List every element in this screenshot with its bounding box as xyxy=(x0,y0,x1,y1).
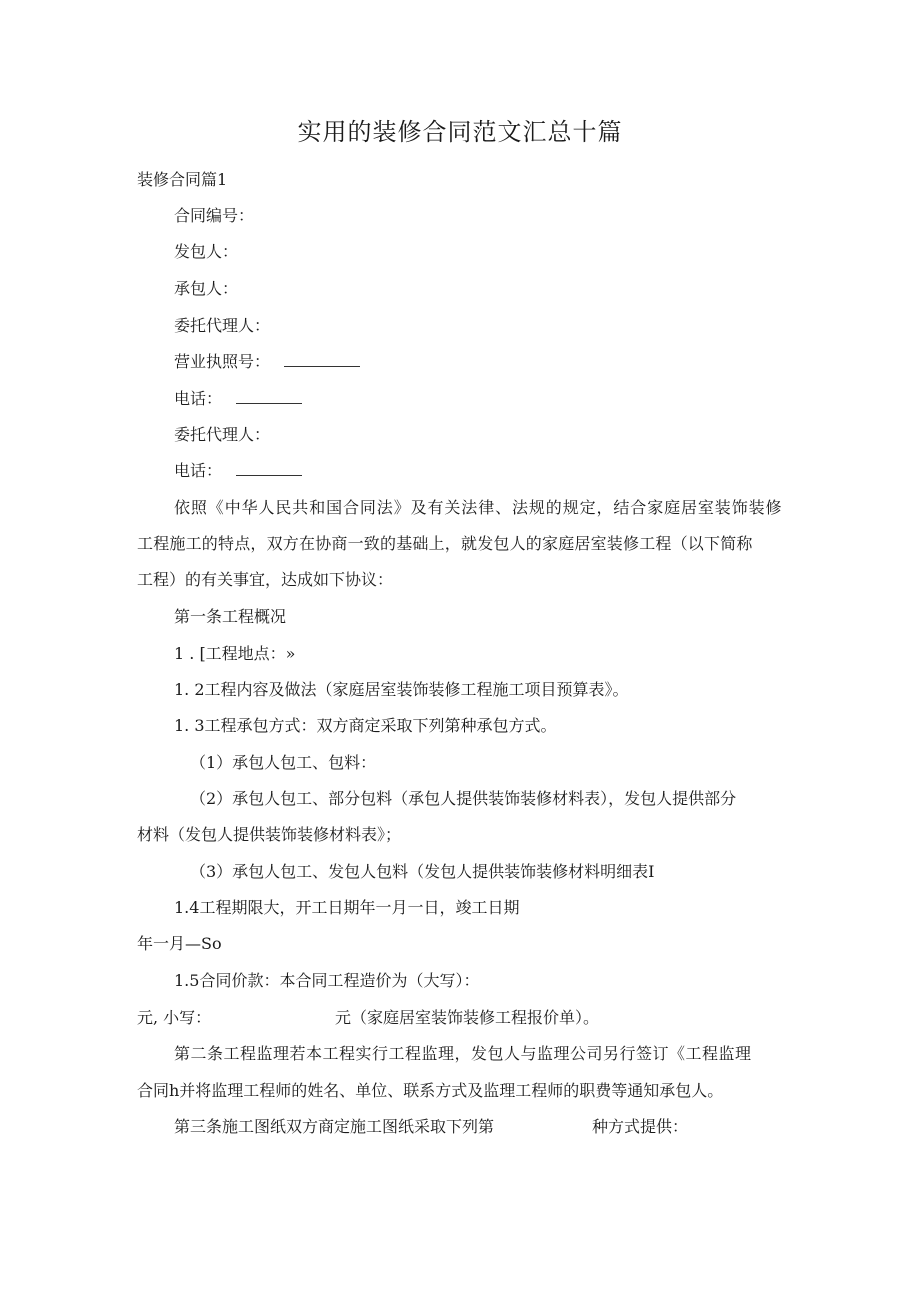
field-agent-2: 委托代理人： xyxy=(174,425,271,444)
preamble-line-2: 工程施工的特点，双方在协商一致的基础上，就发包人的家庭居室装修工程（以下简称 xyxy=(137,534,753,553)
option-2-line-1: （2）承包人包工、部分包料（承包人提供装饰装修材料表），发包人提供部分 xyxy=(190,789,737,808)
document-title: 实用的装修合同范文汇总十篇 xyxy=(297,118,623,146)
item-1-5-line-2-left: 元, 小写： xyxy=(137,1008,212,1027)
article-2-line-2: 合同h并将监理工程师的姓名、单位、联系方式及监理工程师的职费等通知承包人。 xyxy=(137,1081,724,1100)
item-1-4-line-2: 年一月—So xyxy=(137,934,222,953)
item-1-1: 1 . [工程地点：» xyxy=(174,644,296,663)
field-contract-no: 合同编号： xyxy=(174,206,255,225)
field-license-label: 营业执照号： xyxy=(174,352,271,371)
option-3: （3）承包人包工、发包人包料（发包人提供装饰装修材料明细表I xyxy=(190,862,655,881)
article-1-heading: 第一条工程概况 xyxy=(174,607,287,626)
license-blank-line xyxy=(284,352,360,367)
item-1-4-line-1: 1.4工程期限大，开工日期年一月一日，竣工日期 xyxy=(174,898,520,917)
article-3-part-1: 第三条施工图纸双方商定施工图纸采取下列第 xyxy=(174,1117,495,1136)
section-heading: 装修合同篇1 xyxy=(137,170,228,189)
field-license-row xyxy=(174,351,360,373)
item-1-3: 1. 3工程承包方式：双方商定采取下列第种承包方式。 xyxy=(174,716,557,735)
phone-2-blank-line xyxy=(236,461,302,476)
item-1-2: 1. 2工程内容及做法（家庭居室装饰装修工程施工项目预算表》。 xyxy=(174,680,629,699)
option-1: （1）承包人包工、包料： xyxy=(190,753,377,772)
option-2-line-2: 材料（发包人提供装饰装修材料表》； xyxy=(137,825,402,844)
phone-1-blank-line xyxy=(236,389,302,404)
article-2-line-1: 第二条工程监理若本工程实行工程监理，发包人与监理公司另行签订《工程监理 xyxy=(174,1044,752,1063)
field-contractor: 承包人： xyxy=(174,279,239,298)
field-phone-1-label: 电话： xyxy=(174,389,223,408)
preamble-line-1: 依照《中华人民共和国合同法》及有关法律、法规的规定，结合家庭居室装饰装修 xyxy=(174,498,783,517)
field-phone-2-row xyxy=(174,460,302,482)
item-1-5-line-2-right: 元（家庭居室装饰装修工程报价单）。 xyxy=(335,1008,600,1027)
article-3-part-2: 种方式提供： xyxy=(592,1117,689,1136)
field-phone-2-label: 电话： xyxy=(174,461,223,480)
item-1-5-line-1: 1.5合同价款：本合同工程造价为（大写）： xyxy=(174,971,480,990)
field-agent-1: 委托代理人： xyxy=(174,316,271,335)
field-employer: 发包人： xyxy=(174,242,239,261)
preamble-line-3: 工程）的有关事宜，达成如下协议： xyxy=(137,570,394,589)
field-phone-1-row xyxy=(174,388,302,410)
